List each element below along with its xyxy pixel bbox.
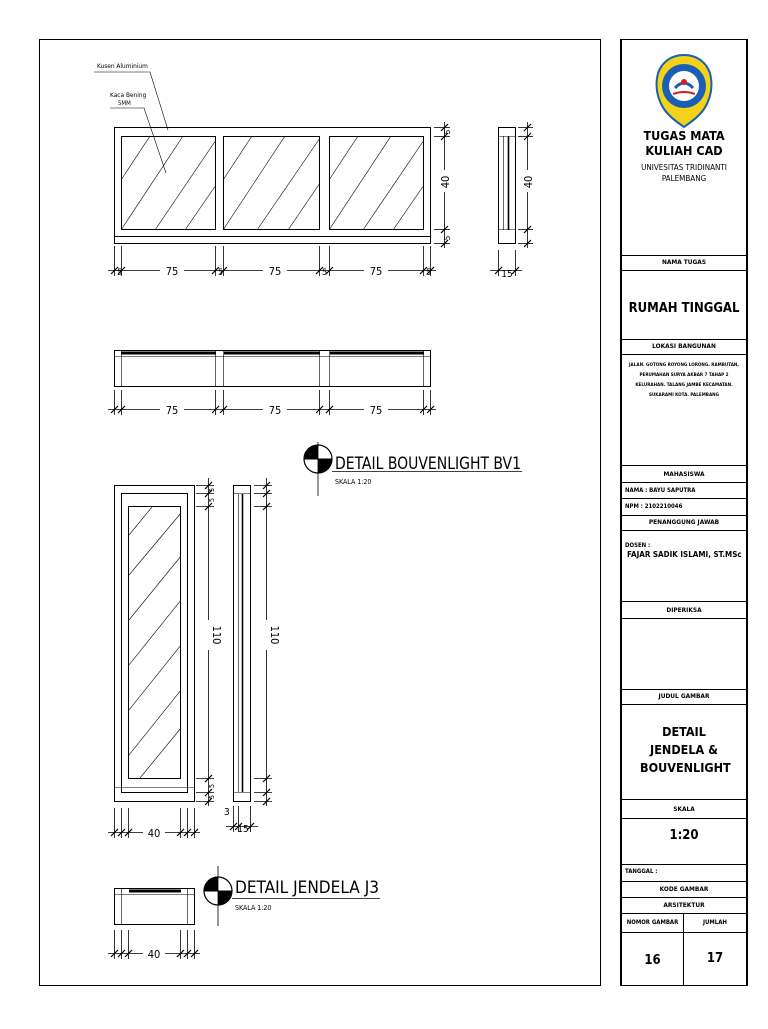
scale-cell [621,818,747,865]
scale-label-cell: SKALA [621,799,747,819]
student-name-cell [621,482,747,499]
j3-dim-5-v4: 5 [208,794,216,800]
j3-dim-5-v2: 5 [208,497,216,503]
j3-side-dims [226,478,272,832]
bv1-plan-dim-75-a: 75 [165,404,179,417]
lecturer-label: DOSEN : [625,542,651,549]
j3-side-dim-15: 15 [237,824,249,835]
checked-label-cell: DIPERIKSA [621,601,747,619]
task-name: RUMAH TINGGAL [628,301,740,316]
bv1-dim-5-a: 5 [117,268,123,278]
lecturer-cell [621,530,747,602]
jendela-elevation [114,486,195,802]
jendela-side-section [233,486,251,802]
total-label-cell: JUMLAH [683,913,747,933]
bv1-side-dim-15: 15 [501,269,513,280]
responsible-label-cell: PENANGGUNG JAWAB [621,515,747,531]
title-block-header [621,39,747,256]
location-address: JALAN. GOTONG ROYONG LORONG. RAMBUTAN, PERUMAHAN SURYA AKBAR 7 TAHAP 2 KELURAHAN. TALANG JAMBE KECAMATAN. SUKARAMI KOTA. PALEMBANG [629,363,739,398]
university-seal-icon [653,52,715,140]
university-name: UNIVESITAS TRIDINANTI [641,163,727,172]
j3-side-dim-110: 110 [268,625,281,645]
j3-dim-5-v3: 5 [208,783,216,789]
task-name-label-cell: NAMA TUGAS [621,255,747,271]
student-npm: NPM : 2102210046 [625,503,683,510]
drawing-code-cell [621,897,747,914]
bv1-dim-40: 40 [439,175,452,189]
bv1-dim-5-b: 5 [218,268,224,278]
bouvenlight-side-section [498,128,516,244]
bv1-dim-5-v1: 5 [443,129,452,135]
university-city: PALEMBANG [661,174,707,183]
bv1-dim-75-a: 75 [165,265,179,278]
bv1-side-dims [490,122,533,276]
date-label: TANGGAL : [625,868,658,875]
bv1-dim-75-c: 75 [369,265,383,278]
j3-plan-dim-40: 40 [147,948,161,961]
location-cell [621,354,747,466]
bv1-side-dim-40: 40 [522,175,535,189]
bv1-title: DETAIL BOUVENLIGHT BV1 [335,454,521,474]
task-name-cell [621,270,747,340]
student-label-cell: MAHASISWA [621,465,747,483]
course-title: TUGAS MATA KULIAH CAD [643,128,725,158]
j3-dim-110: 110 [210,625,223,645]
student-npm-cell [621,498,747,516]
drawing-title: DETAIL JENDELA & BOUVENLIGHT [640,724,731,775]
bouvenlight-plan [114,350,431,387]
bv1-dim-5-c: 5 [322,268,328,278]
bv1-plan-dim-75-c: 75 [369,404,383,417]
sheet-number-label-cell: NOMOR GAMBAR [621,913,684,933]
bv1-dim-5-d: 5 [426,268,432,278]
student-name: NAMA : BAYU SAPUTRA [625,487,696,494]
j3-dim-5-v1: 5 [208,487,216,493]
drawing-title-label-cell: JUDUL GAMBAR [621,689,747,705]
bv1-dim-75-b: 75 [268,265,282,278]
drawing-code: ARSITEKTUR [663,901,705,909]
jendela-plan [114,888,195,925]
bv1-plan-dim-75-b: 75 [268,404,282,417]
date-cell [621,864,747,882]
location-label-cell: LOKASI BANGUNAN [621,339,747,355]
bv1-dim-5-v2: 5 [443,235,452,241]
drawing-code-label-cell: KODE GAMBAR [621,881,747,898]
j3-title: DETAIL JENDELA J3 [235,878,379,898]
sheet-number-cell [621,932,684,986]
total-cell [683,932,747,986]
j3-side-dim-3: 3 [224,807,230,818]
scale-value: 1:20 [669,828,699,843]
checked-cell [621,618,747,690]
total-sheets: 17 [706,951,724,966]
lecturer-name: FAJAR SADIK ISLAMI, ST.MSc [627,550,742,559]
label-kusen-aluminium: Kusen Aluminium [97,62,148,70]
bv1-scale: SKALA 1:20 [335,478,372,486]
sheet-number: 16 [644,953,661,968]
drawing-title-cell [621,704,747,800]
label-kaca-bening: Kaca Bening [110,91,147,99]
j3-scale: SKALA 1:20 [235,904,272,912]
label-5mm: 5MM [118,100,131,107]
j3-dim-40: 40 [147,827,161,840]
